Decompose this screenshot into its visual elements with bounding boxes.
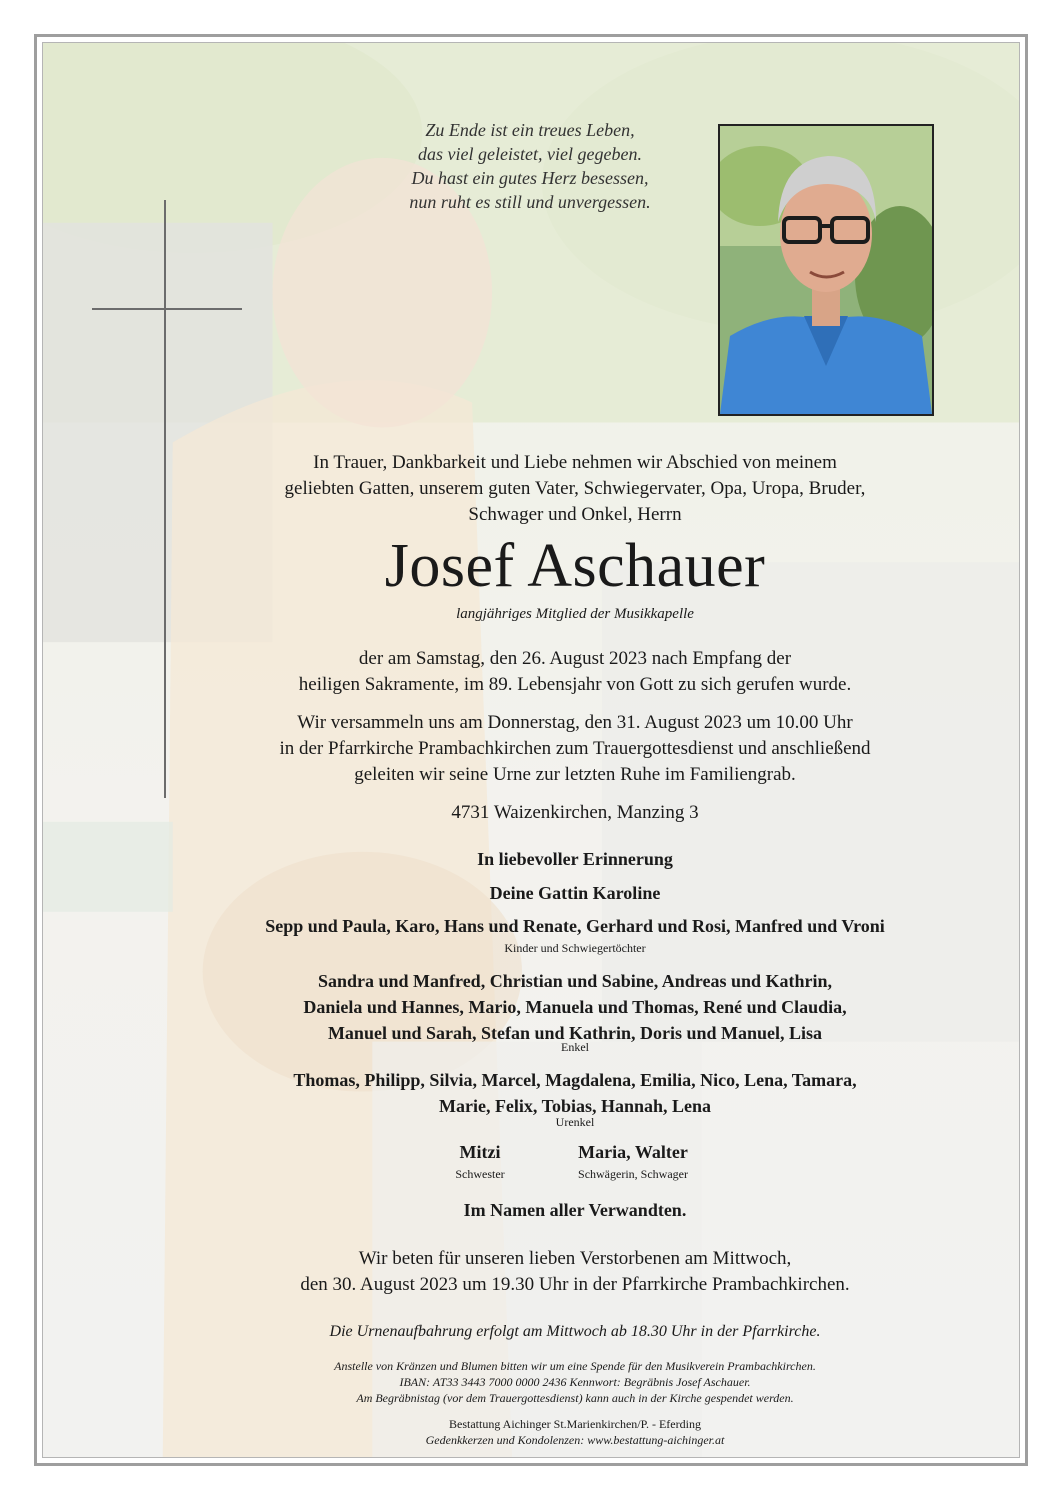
- family-address: 4731 Waizenkirchen, Manzing 3: [451, 802, 699, 823]
- intro-line: Schwager und Onkel, Herrn: [468, 504, 682, 525]
- donation-line: Anstelle von Kränzen und Blumen bitten wir um eine Spende für den Musikverein Prambachkirchen.: [334, 1359, 816, 1373]
- great-grandchildren-caption: Urenkel: [555, 1115, 595, 1129]
- memorial-poem: [210, 118, 850, 214]
- donation-line: Am Begräbnistag (vor dem Trauergottesdienst) kann auch in der Kirche gespendet werden.: [356, 1391, 794, 1405]
- poem-line: das viel geleistet, viel gegeben.: [418, 144, 642, 164]
- prayer-info: [110, 1246, 1040, 1298]
- great-grandchildren-names: [110, 1067, 1040, 1119]
- intro-line: geliebten Gatten, unserem guten Vater, Schwiegervater, Opa, Uropa, Bruder,: [284, 478, 866, 499]
- poem-line: Zu Ende ist ein treues Leben,: [425, 120, 635, 140]
- service-line: Wir versammeln uns am Donnerstag, den 31. August 2023 um 10.00 Uhr: [297, 712, 853, 733]
- grandchildren-names: [110, 968, 1040, 1046]
- donation-line: IBAN: AT33 3443 7000 0000 2436 Kennwort: Begräbnis Josef Aschauer.: [399, 1375, 751, 1389]
- sibling-name: Maria, Walter: [578, 1142, 688, 1162]
- death-notice-line: der am Samstag, den 26. August 2023 nach Empfang der: [358, 648, 792, 669]
- urn-viewing-info: Die Urnenaufbahrung erfolgt am Mittwoch ab 18.30 Uhr in der Pfarrkirche.: [329, 1323, 821, 1340]
- intro-text: [110, 450, 1040, 528]
- service-line: geleiten wir seine Urne zur letzten Ruhe im Familiengrab.: [354, 764, 796, 785]
- funeral-home-name: Bestattung Aichinger St.Marienkirchen/P. - Eferding: [449, 1417, 701, 1431]
- great-grandchildren-line: Marie, Felix, Tobias, Hannah, Lena: [438, 1096, 712, 1116]
- prayer-line: den 30. August 2023 um 19.30 Uhr in der Pfarrkirche Prambachkirchen.: [300, 1274, 850, 1295]
- service-line: in der Pfarrkirche Prambachkirchen zum Trauergottesdienst und anschließend: [279, 738, 871, 759]
- donation-info: [110, 1358, 1040, 1406]
- funeral-home-info: [110, 1416, 1040, 1448]
- grandchildren-caption: Enkel: [561, 1040, 589, 1054]
- grandchildren-line: Manuel und Sarah, Stefan und Kathrin, Doris und Manuel, Lisa: [327, 1023, 823, 1043]
- grandchildren-line: Sandra und Manfred, Christian und Sabine, Andreas und Kathrin,: [317, 971, 832, 991]
- children-names: Sepp und Paula, Karo, Hans und Renate, Gerhard und Rosi, Manfred und Vroni: [265, 916, 885, 936]
- sibling-name: Mitzi: [459, 1142, 501, 1162]
- sibling-sister: [420, 1142, 540, 1182]
- poem-line: nun ruht es still und unvergessen.: [409, 192, 651, 212]
- deceased-subtitle: langjähriges Mitglied der Musikkapelle: [456, 606, 694, 622]
- intro-line: In Trauer, Dankbarkeit und Liebe nehmen wir Abschied von meinem: [313, 452, 837, 473]
- death-notice-line: heiligen Sakramente, im 89. Lebensjahr von Gott zu sich gerufen wurde.: [298, 674, 852, 695]
- grandchildren-line: Daniela und Hannes, Mario, Manuela und Thomas, René und Claudia,: [303, 997, 847, 1017]
- poem-line: Du hast ein gutes Herz besessen,: [411, 168, 649, 188]
- sibling-caption: Schwägerin, Schwager: [578, 1167, 688, 1181]
- service-info: [110, 710, 1040, 788]
- in-memory-heading: In liebevoller Erinnerung: [477, 849, 673, 869]
- children-caption: Kinder und Schwiegertöchter: [504, 941, 646, 955]
- cross-horizontal-bar: [92, 308, 242, 310]
- relatives-line: Im Namen aller Verwandten.: [463, 1200, 687, 1220]
- sibling-caption: Schwester: [455, 1167, 505, 1181]
- deceased-name: Josef Aschauer: [384, 532, 766, 600]
- widow-name: Deine Gattin Karoline: [489, 883, 661, 903]
- condolences-link[interactable]: Gedenkkerzen und Kondolenzen: www.bestattung-aichinger.at: [425, 1433, 725, 1447]
- prayer-line: Wir beten für unseren lieben Verstorbenen am Mittwoch,: [358, 1248, 792, 1269]
- sibling-in-laws: [550, 1142, 716, 1182]
- death-notice: [110, 646, 1040, 698]
- great-grandchildren-line: Thomas, Philipp, Silvia, Marcel, Magdalena, Emilia, Nico, Lena, Tamara,: [293, 1070, 857, 1090]
